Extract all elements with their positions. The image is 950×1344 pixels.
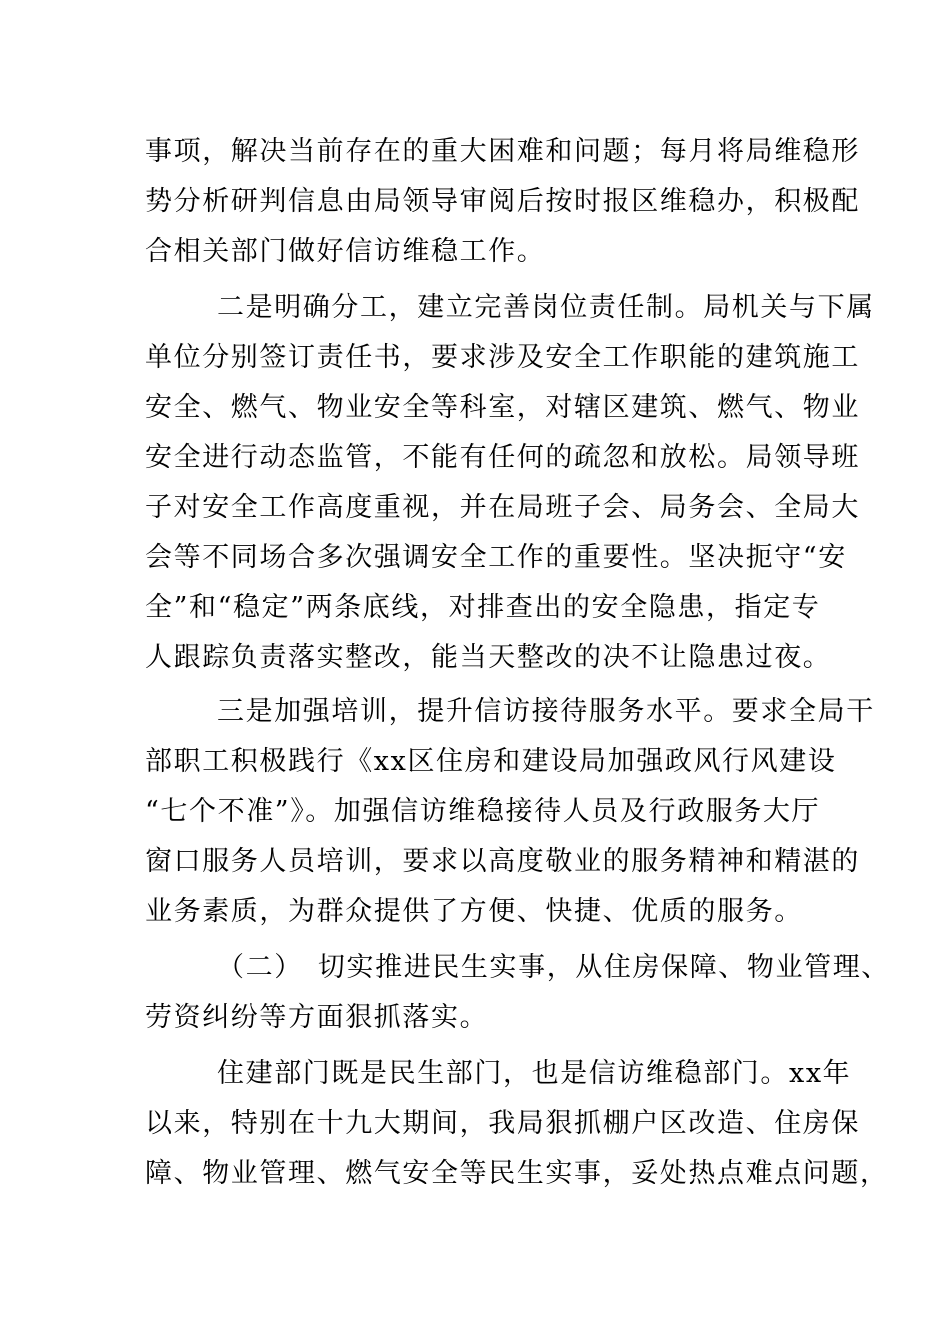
text-line: 业务素质，为群众提供了方便、快捷、优质的服务。 bbox=[145, 896, 803, 927]
text-line: 势分析研判信息由局领导审阅后按时报区维稳办，积极配 bbox=[145, 186, 860, 217]
text-line: 障、物业管理、燃气安全等民生实事，妥处热点难点问题， bbox=[145, 1158, 889, 1189]
paragraph-start-line: 二是明确分工，建立完善岗位责任制。局机关与下属 bbox=[217, 292, 875, 323]
section-heading-line: （二） 切实推进民生实事，从住房保障、物业管理、 bbox=[217, 952, 890, 983]
text-line: 安全进行动态监管，不能有任何的疏忽和放松。局领导班 bbox=[145, 442, 860, 473]
text-line: 部职工积极践行《xx区住房和建设局加强政风行风建设 bbox=[145, 746, 837, 777]
text-line: “七个不准”》。加强信访维稳接待人员及行政服务大厅 bbox=[145, 796, 821, 827]
text-line: 全”和“稳定”两条底线，对排查出的安全隐患，指定专 bbox=[145, 592, 821, 623]
paragraph-start-line: 三是加强培训，提升信访接待服务水平。要求全局干 bbox=[217, 696, 875, 727]
text-line: 会等不同场合多次强调安全工作的重要性。坚决扼守“安 bbox=[145, 542, 847, 573]
text-line: 以来，特别在十九大期间，我局狠抓棚户区改造、住房保 bbox=[145, 1108, 860, 1139]
text-line: 子对安全工作高度重视，并在局班子会、局务会、全局大 bbox=[145, 492, 860, 523]
text-line: 事项，解决当前存在的重大困难和问题；每月将局维稳形 bbox=[145, 136, 860, 167]
text-line: 单位分别签订责任书，要求涉及安全工作职能的建筑施工 bbox=[145, 342, 860, 373]
text-line: 窗口服务人员培训，要求以高度敬业的服务精神和精湛的 bbox=[145, 846, 860, 877]
text-line: 安全、燃气、物业安全等科室，对辖区建筑、燃气、物业 bbox=[145, 392, 860, 423]
paragraph-start-line: 住建部门既是民生部门，也是信访维稳部门。xx年 bbox=[217, 1058, 852, 1089]
section-heading-line: 劳资纠纷等方面狠抓落实。 bbox=[145, 1002, 489, 1033]
text-line: 合相关部门做好信访维稳工作。 bbox=[145, 236, 546, 267]
text-line: 人跟踪负责落实整改，能当天整改的决不让隐患过夜。 bbox=[145, 642, 832, 673]
